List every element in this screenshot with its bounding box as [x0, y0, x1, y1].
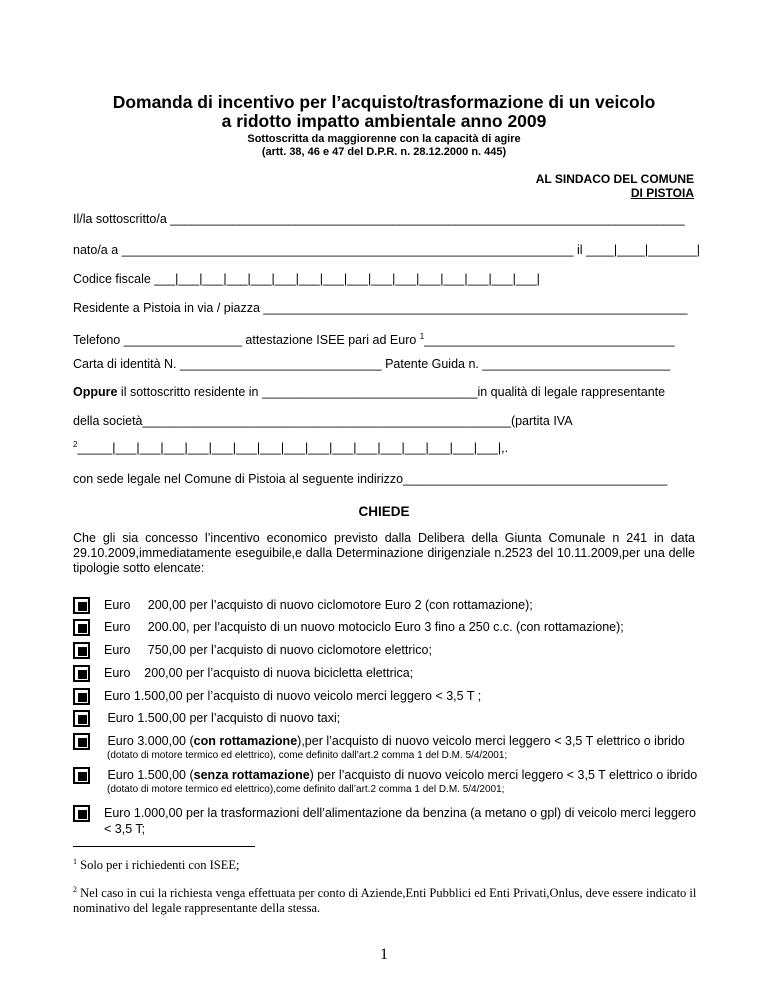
- checkbox-icon[interactable]: [73, 710, 90, 727]
- oppure-label: Oppure: [73, 385, 118, 399]
- footnote-text: Solo per i richiedenti con ISEE;: [77, 858, 240, 873]
- addressee-line1: AL SINDACO DEL COMUNE: [535, 172, 694, 186]
- field-isee-blank: ____________________________________: [424, 333, 675, 348]
- option-label: Euro 200.00, per l’acquisto di un nuovo motociclo Euro 3 fino a 250 c.c. (con rottamazione);: [104, 620, 624, 634]
- footnote-number: 1: [73, 857, 77, 866]
- legal-rep-text: il sottoscritto residente in _______________________________in qualità di legale rappresentante: [117, 385, 666, 399]
- field-vat: [73, 437, 508, 456]
- page-number: 1: [380, 946, 388, 963]
- addressee-line2: DI PISTOIA: [630, 186, 694, 200]
- option-note: (dotato di motore termico ed elettrico),come definito dall’art.2 comma 1 del D.M. 5/4/2001;: [107, 784, 505, 795]
- footnote-separator: [73, 846, 255, 847]
- footnote-ref-1: 1: [419, 332, 425, 341]
- field-name: Il/la sottoscritto/a __________________________________________________________________________: [73, 212, 685, 226]
- checkbox-icon[interactable]: [73, 597, 90, 614]
- footnote-2: [73, 882, 698, 916]
- option-label-post: ),per l’acquisto di nuovo veicolo merci leggero < 3,5 T elettrico o ibrido: [297, 734, 685, 748]
- field-legal-rep: [73, 385, 665, 400]
- checkbox-icon[interactable]: [73, 619, 90, 636]
- option-label-pre: Euro 1.500,00 (: [104, 768, 194, 782]
- field-legal-address: con sede legale nel Comune di Pistoia al seguente indirizzo______________________________________: [73, 472, 668, 486]
- field-id-license: Carta di identità N. _____________________________ Patente Guida n. ___________________________: [73, 357, 671, 371]
- option-label: [104, 734, 685, 749]
- request-heading: CHIEDE: [358, 504, 410, 519]
- field-birthplace-date: nato/a a _________________________________________________________________ il ____|____|_______|: [73, 243, 701, 257]
- checkbox-icon[interactable]: [73, 642, 90, 659]
- vat-boxes: _____|___|___|___|___|___|___|___|___|___|___|___|___|___|___|___|___|,.: [77, 441, 509, 456]
- footnote-number: 2: [73, 885, 77, 894]
- option-label-bold: con rottamazione: [193, 734, 298, 748]
- footnote-ref-2: 2: [73, 440, 78, 449]
- option-label: [104, 768, 697, 783]
- field-residence: Residente a Pistoia in via / piazza _____________________________________________________________: [73, 301, 688, 315]
- option-label: Euro 1.500,00 per l’acquisto di nuovo veicolo merci leggero < 3,5 T ;: [104, 689, 482, 703]
- option-label: Euro 750,00 per l’acquisto di nuovo ciclomotore elettrico;: [104, 643, 432, 657]
- option-label-post: ) per l’acquisto di nuovo veicolo merci leggero < 3,5 T elettrico o ibrido: [309, 768, 698, 782]
- field-phone-label: Telefono _________________ attestazione ISEE pari ad Euro: [73, 333, 420, 348]
- option-label: Euro 200,00 per l’acquisto di nuovo ciclomotore Euro 2 (con rottamazione);: [104, 598, 533, 612]
- field-phone-isee: [73, 329, 675, 348]
- option-label-continuation: < 3,5 T;: [104, 822, 146, 836]
- request-paragraph: Che gli sia concesso l’incentivo economico previsto dalla Delibera della Giunta Comunale n 241 in data 29.10.2009,immediatamente eseguibile,e dalla Determinazione dirigenziale n.2523 del 10.11.2009,per una delle tipologie sotto elencate:: [73, 531, 695, 575]
- checkbox-icon[interactable]: [73, 805, 90, 822]
- field-company: della società_____________________________________________________(partita IVA: [73, 414, 573, 428]
- document-title: Domanda di incentivo per l’acquisto/trasformazione di un veicolo: [112, 92, 656, 112]
- document-subtitle: Sottoscritta da maggiorenne con la capacità di agire: [247, 133, 521, 145]
- option-label: Euro 1.000,00 per la trasformazioni dell’alimentazione da benzina (a metano o gpl) di veicolo merci leggero: [104, 806, 696, 820]
- legal-reference: (artt. 38, 46 e 47 del D.P.R. n. 28.12.2000 n. 445): [261, 146, 507, 158]
- option-label: Euro 200,00 per l’acquisto di nuova bicicletta elettrica;: [104, 666, 414, 680]
- document-title-line2: a ridotto impatto ambientale anno 2009: [221, 111, 547, 131]
- checkbox-icon[interactable]: [73, 733, 90, 750]
- field-fiscal-code: Codice fiscale ___|___|___|___|___|___|___|___|___|___|___|___|___|___|___|___|: [73, 272, 540, 286]
- option-note: (dotato di motore termico ed elettrico), come definito dall’art.2 comma 1 del D.M. 5/4/2001;: [107, 750, 508, 761]
- checkbox-icon[interactable]: [73, 665, 90, 682]
- footnote-1: [73, 854, 698, 873]
- option-label-pre: Euro 3.000,00 (: [104, 734, 194, 748]
- option-label: Euro 1.500,00 per l’acquisto di nuovo taxi;: [104, 711, 341, 725]
- checkbox-icon[interactable]: [73, 767, 90, 784]
- footnote-text: Nel caso in cui la richiesta venga effettuata per conto di Aziende,Enti Pubblici ed Enti Privati,Onlus, deve essere indicato il nominativo del legale rappresentante della stessa.: [73, 886, 697, 916]
- checkbox-icon[interactable]: [73, 688, 90, 705]
- option-label-bold: senza rottamazione: [193, 768, 310, 782]
